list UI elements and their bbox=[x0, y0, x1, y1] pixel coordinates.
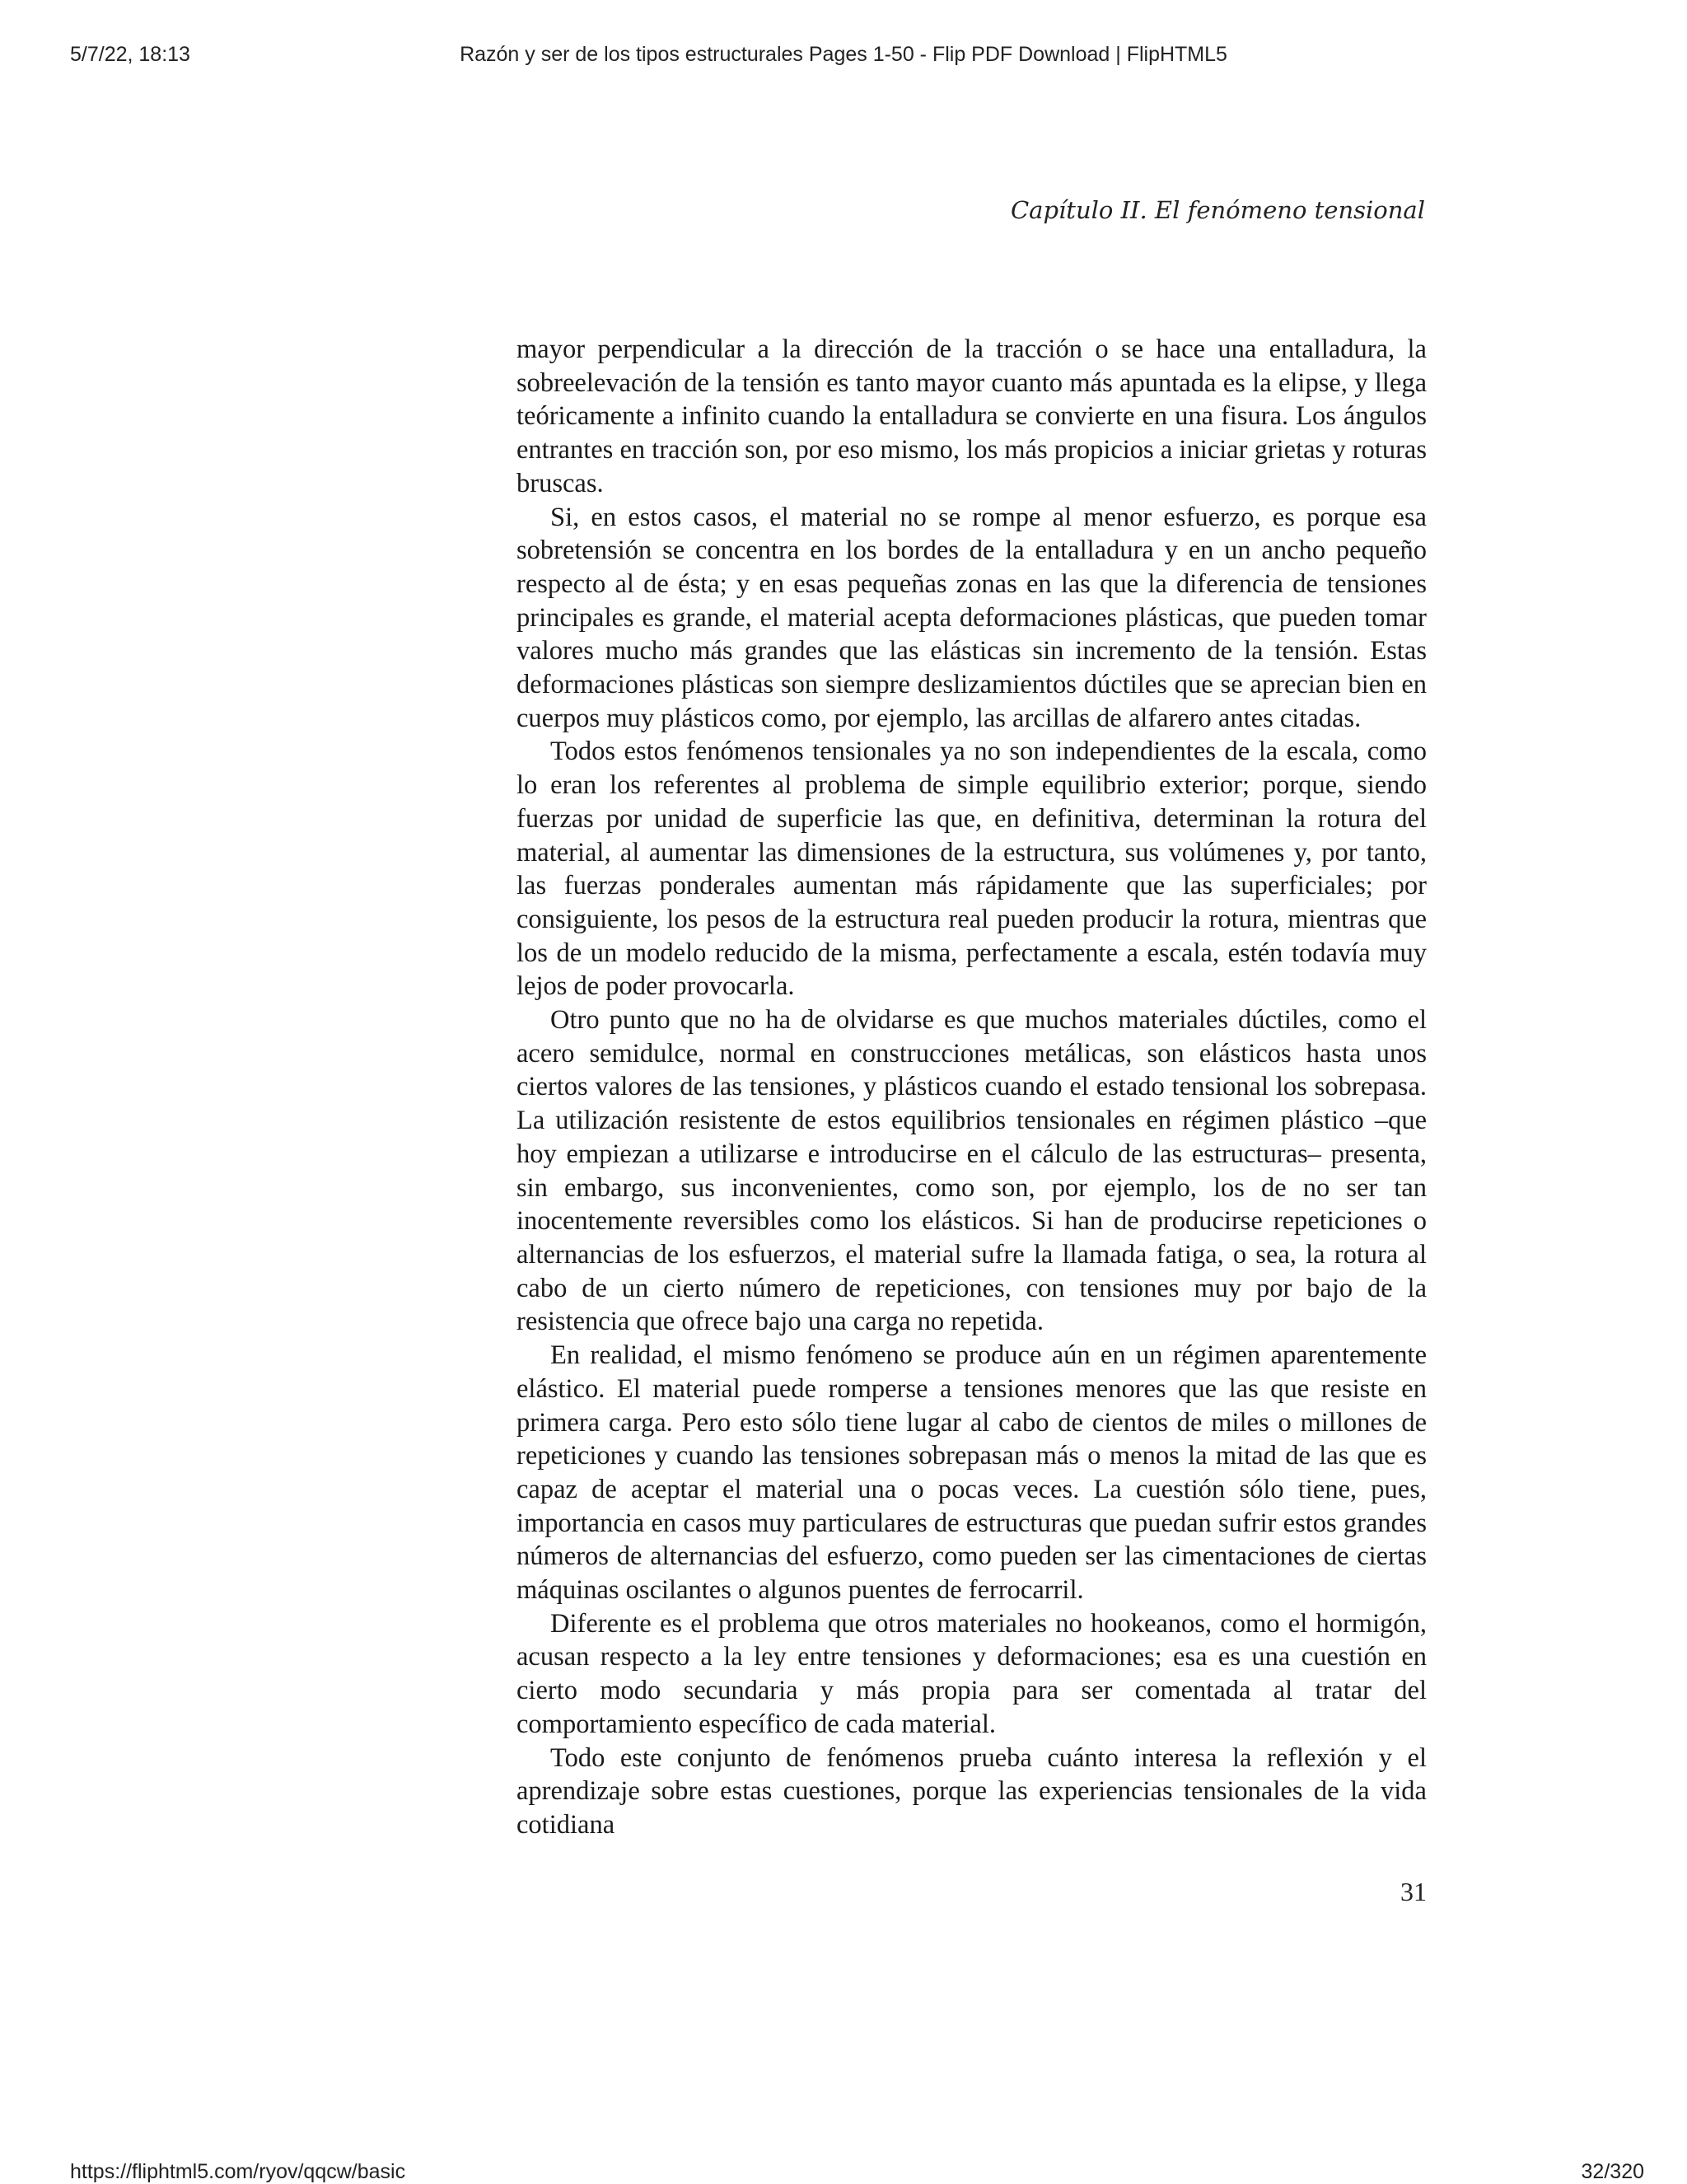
print-url: https://fliphtml5.com/ryov/qqcw/basic bbox=[70, 2160, 406, 2183]
paragraph: Otro punto que no ha de olvidarse es que muchos materiales dúctiles, como el acero semidulce, normal en construcciones metálicas, son elásticos hasta unos ciertos valores de las tensiones, y plásticos cuando el estado tensional los sobrepasa. La utilización resistente de estos equilibrios tensionales en régimen plástico –que hoy empiezan a utilizarse e introducirse en el cálculo de las estructuras– presenta, sin embargo, sus inconvenientes, como son, por ejemplo, los de no ser tan inocentemente reversibles como los elásticos. Si han de producirse repeticiones o alternancias de los esfuerzos, el material sufre la llamada fatiga, o sea, la rotura al cabo de un cierto número de repeticiones, con tensiones muy por bajo de la resistencia que ofrece bajo una carga no repetida. bbox=[516, 1005, 1427, 1337]
page-number: 31 bbox=[1400, 1877, 1427, 1906]
paragraph: En realidad, el mismo fenómeno se produce aún en un régimen aparentemente elástico. El material puede romperse a tensiones menores que las que resiste en primera carga. Pero esto sólo tiene lugar al cabo de cientos de miles o millones de repeticiones y cuando las tensiones sobrepasan más o menos la mitad de las que es capaz de aceptar el material una o pocas veces. La cuestión sólo tiene, pues, importancia en casos muy particulares de estructuras que puedan sufrir estos grandes números de alternancias del esfuerzo, como pueden ser las cimentaciones de ciertas máquinas oscilantes o algunos puentes de ferrocarril. bbox=[516, 1340, 1427, 1606]
paragraph: Todos estos fenómenos tensionales ya no son independientes de la escala, como lo eran los referentes al problema de simple equilibrio exterior; porque, siendo fuerzas por unidad de superficie las que, en definitiva, determinan la rotura del material, al aumentar las dimensiones de la estructura, sus volúmenes y, por tanto, las fuerzas ponderales aumentan más rápidamente que las superficiales; por consiguiente, los pesos de la estructura real pueden producir la rotura, mientras que los de un modelo reducido de la misma, perfectamente a escala, estén todavía muy lejos de poder provocarla. bbox=[516, 737, 1427, 1002]
print-timestamp: 5/7/22, 18:13 bbox=[70, 43, 190, 66]
page-body bbox=[516, 333, 1427, 1842]
print-page-counter: 32/320 bbox=[1581, 2160, 1644, 2183]
paragraph: Todo este conjunto de fenómenos prueba cuánto interesa la reflexión y el aprendizaje sobre estas cuestiones, porque las experiencias tensionales de la vida cotidiana bbox=[516, 1742, 1427, 1840]
paragraph: Si, en estos casos, el material no se rompe al menor esfuerzo, es porque esa sobretensión se concentra en los bordes de la entalladura y en un ancho pequeño respecto al de ésta; y en esas pequeñas zonas en las que la diferencia de tensiones principales es grande, el material acepta deformaciones plásticas, que pueden tomar valores mucho más grandes que las elásticas sin incremento de la tensión. Estas deformaciones plásticas son siempre deslizamientos dúctiles que se aprecian bien en cuerpos muy plásticos como, por ejemplo, las arcillas de alfarero antes citadas. bbox=[516, 502, 1427, 733]
print-header bbox=[0, 43, 1687, 92]
print-footer bbox=[0, 2160, 1687, 2183]
paragraph: Diferente es el problema que otros materiales no hookeanos, como el hormigón, acusan respecto a la ley entre tensiones y deformaciones; esa es una cuestión en cierto modo secundaria y más propia para ser comentada al tratar del comportamiento específico de cada material. bbox=[516, 1608, 1427, 1739]
print-page-title: Razón y ser de los tipos estructurales Pages 1-50 - Flip PDF Download | FlipHTML5 bbox=[460, 43, 1227, 66]
paragraph: mayor perpendicular a la dirección de la tracción o se hace una entalladura, la sobreelevación de la tensión es tanto mayor cuanto más apuntada es la elipse, y llega teóricamente a infinito cuando la entalladura se convierte en una fisura. Los ángulos entrantes en tracción son, por eso mismo, los más propicios a iniciar grietas y roturas bruscas. bbox=[516, 334, 1427, 498]
running-head: Capítulo II. El fenómeno tensional bbox=[1010, 196, 1425, 224]
